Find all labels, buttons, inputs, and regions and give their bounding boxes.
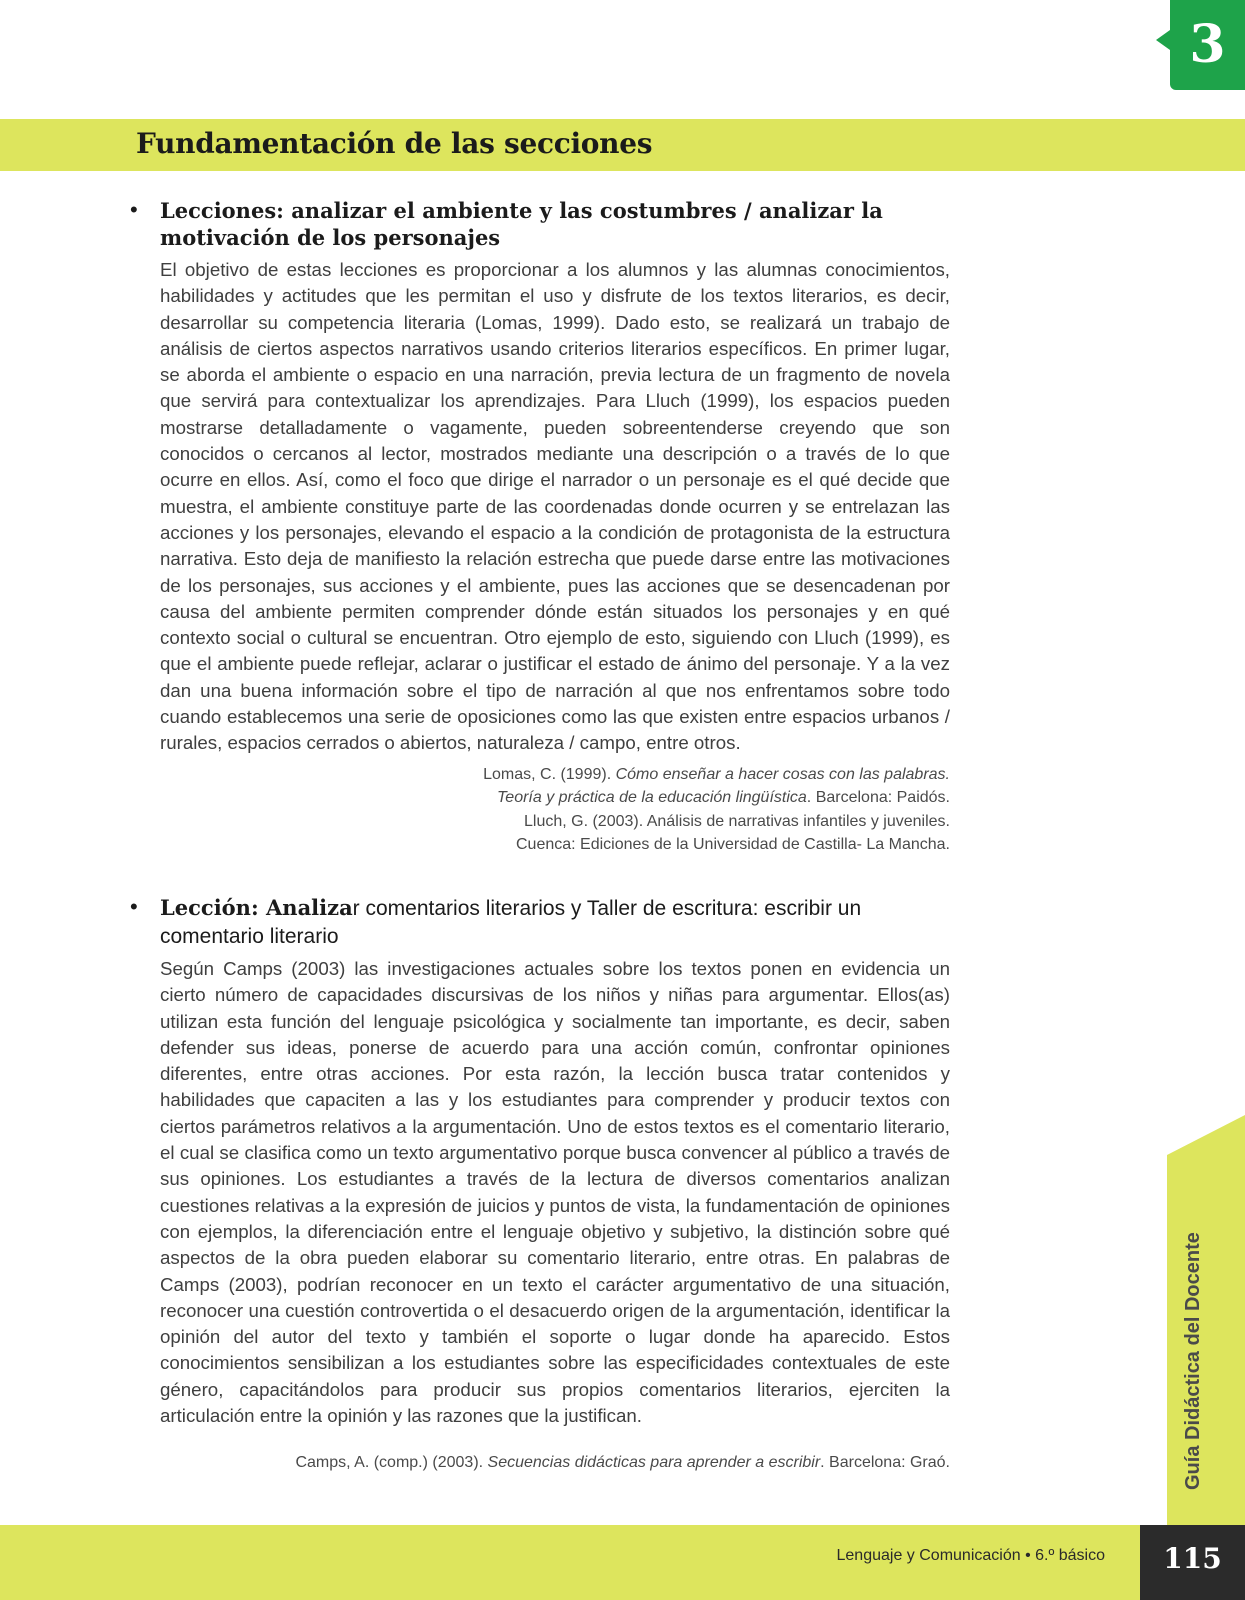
section-heading: Lección: Analizar comentarios literarios y Taller de escritura: escribir un comentario literario bbox=[160, 895, 862, 948]
footer bbox=[0, 1525, 1245, 1600]
references bbox=[160, 1451, 950, 1475]
side-panel: Guía Didáctica del Docente bbox=[1167, 1155, 1245, 1525]
bullet-icon: • bbox=[130, 894, 138, 919]
section-heading: Lecciones: analizar el ambiente y las costumbres / analizar la motivación de los personajes bbox=[160, 198, 883, 250]
section-body: El objetivo de estas lecciones es proporcionar a los alumnos y las alumnas conocimientos, habilidades y actitudes que les permitan el uso y disfrute de los textos literarios, es decir, desarrollar su competencia literaria (Lomas, 1999). Dado esto, se realizará un trabajo de análisis de ciertos aspectos narrativos usando criterios literarios específicos. En primer lugar, se aborda el ambiente o espacio en una narración, previa lectura de un fragmento de novela que servirá para contextualizar los aprendizajes. Para Lluch (1999), los espacios pueden mostrarse detalladamente o vagamente, pueden sobreentenderse creyendo que son conocidos o cercanos al lector, mostrados mediante una descripción o a través de lo que ocurre en ellos. Así, como el foco que dirige el narrador o un personaje es el qué decide que muestra, el ambiente constituye parte de las coordenadas donde ocurren y se entrelazan las acciones y los personajes, elevando el espacio a la condición de protagonista de la estructura narrativa. Esto deja de manifiesto la relación estrecha que puede darse entre las motivaciones de los personajes, sus acciones y el ambiente, pues las acciones que se desencadenan por causa del ambiente permiten comprender dónde están situados los personajes y en qué contexto social o cultural se encuentran. Otro ejemplo de esto, siguiendo con Lluch (1999), es que el ambiente puede reflejar, aclarar o justificar el estado de ánimo del personaje. Y a la vez dan una buena información sobre el tipo de narración al que nos enfrentamos sobre todo cuando establecemos una serie de oposiciones como las que existen entre espacios urbanos / rurales, espacios cerrados o abiertos, naturaleza / campo, entre otros. bbox=[160, 259, 950, 754]
chapter-tab bbox=[1170, 0, 1245, 90]
title-band bbox=[0, 119, 1245, 171]
section-lecciones bbox=[130, 197, 950, 857]
chapter-number: 3 bbox=[1189, 14, 1226, 75]
reference-line: Cuenca: Ediciones de la Universidad de Castilla- La Mancha. bbox=[515, 836, 950, 854]
section-leccion-comentarios bbox=[130, 894, 950, 1475]
reference-line: Camps, A. (comp.) (2003). Secuencias didácticas para aprender a escribir. Barcelona: Graó. bbox=[295, 1454, 950, 1472]
bullet-icon: • bbox=[130, 197, 138, 222]
page-number-box bbox=[1140, 1525, 1245, 1600]
reference-line: Lomas, C. (1999). Cómo enseñar a hacer cosas con las palabras. bbox=[483, 765, 950, 783]
references bbox=[160, 763, 950, 857]
page-title: Fundamentación de las secciones bbox=[136, 127, 653, 160]
footer-text: Lenguaje y Comunicación • 6.º básico bbox=[836, 1547, 1105, 1564]
reference-line: Lluch, G. (2003). Análisis de narrativas infantiles y juveniles. bbox=[524, 812, 950, 830]
section-body: Según Camps (2003) las investigaciones actuales sobre los textos ponen en evidencia un cierto número de capacidades discursivas de los niños y niñas para argumentar. Ellos(as) utilizan esta función del lenguaje psicológica y socialmente tan importante, es decir, saben defender sus ideas, ponerse de acuerdo para una acción común, confrontar opiniones diferentes, entre otras acciones. Por esta razón, la lección busca tratar contenidos y habilidades que capaciten a las y los estudiantes para comprender y producir textos con ciertos parámetros relativos a la argumentación. Uno de estos textos es el comentario literario, el cual se clasifica como un texto argumentativo porque busca convencer al público a través de sus opiniones. Los estudiantes a través de la lectura de diversos comentarios analizan cuestiones relativas a la expresión de juicios y puntos de vista, la fundamentación de opiniones con ejemplos, la diferenciación entre el lenguaje objetivo y subjetivo, la distinción sobre qué aspectos de la obra pueden elaborar su comentario literario, entre otras. En palabras de Camps (2003), podrían reconocer en un texto el carácter argumentativo de una situación, reconocer una cuestión controvertida o el desacuerdo origen de la argumentación, identificar la opinión del autor del texto y también el soporte o lugar donde ha aparecido. Estos conocimientos sensibilizan a los estudiantes sobre las especificidades contextuales de este género, capacitándolos para producir sus propios comentarios literarios, ejerciten la articulación entre la opinión y las razones que la justifican. bbox=[160, 958, 950, 1427]
reference-line: Teoría y práctica de la educación lingüística. Barcelona: Paidós. bbox=[496, 789, 950, 807]
page-number: 115 bbox=[1163, 1542, 1222, 1575]
